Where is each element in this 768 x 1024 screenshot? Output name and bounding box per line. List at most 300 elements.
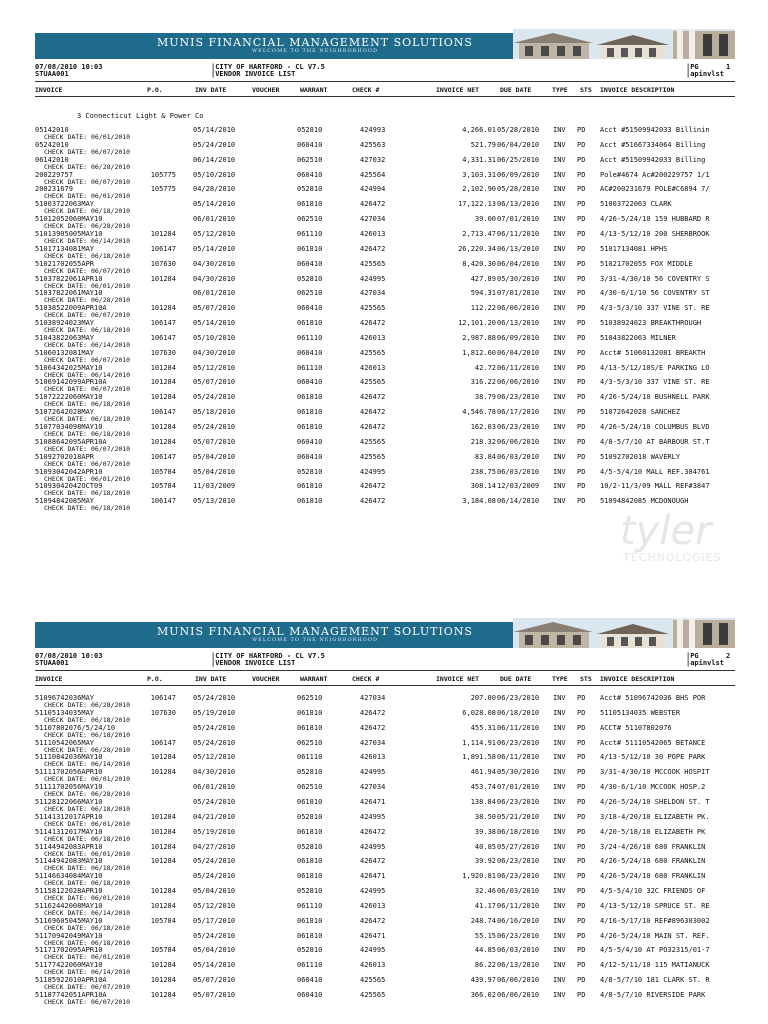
inv-date-cell: 06/01/2010 <box>193 289 236 298</box>
check-date: CHECK DATE: 06/07/2010 <box>44 385 131 394</box>
description-cell: 4/5-5/4/10 AT PO32315/01-7 <box>600 946 710 955</box>
check-date: CHECK DATE: 06/07/2010 <box>44 983 131 992</box>
check-date: CHECK DATE: 06/01/2010 <box>44 953 131 962</box>
description-cell: 4/26-5/24/10 680 FRANKLIN <box>600 872 706 881</box>
invoice-cell: 51187742051APR10A <box>35 991 107 999</box>
check-date: CHECK DATE: 06/01/2010 <box>44 474 131 483</box>
warrant-cell: 060410 <box>297 991 323 999</box>
check-date: CHECK DATE: 06/01/2010 <box>44 894 131 903</box>
due-date-cell: 06/11/2010 <box>497 723 540 732</box>
description-cell: 4/26-5/24/10 BUSHNELL PARK <box>600 393 710 402</box>
warrant-cell: 060410 <box>297 976 323 985</box>
check-cell: 426013 <box>360 363 386 372</box>
warrant-cell: 061810 <box>297 872 323 881</box>
status-cell: PD <box>577 723 586 732</box>
warrant-cell: 052810 <box>297 126 323 134</box>
invoice-cell: 51170942049MAY10 <box>35 931 103 940</box>
check-date: CHECK DATE: 06/01/2010 <box>44 192 131 201</box>
check-cell: 427034 <box>360 738 386 747</box>
check-date: CHECK DATE: 06/18/2010 <box>44 326 131 335</box>
report-org: |CITY OF HARTFORD - CL V7.5 <box>211 652 325 660</box>
po-cell: 101284 <box>150 857 176 866</box>
description-cell: 4/26-5/24/10 680 FRANKLIN <box>600 857 706 866</box>
due-date-cell: 06/11/2010 <box>497 901 540 910</box>
description-cell: 4/3-5/3/10 337 VINE ST. RE <box>600 378 710 387</box>
warrant-cell: 061810 <box>297 497 323 506</box>
invoice-net-cell: 2,713.47 <box>462 229 496 238</box>
warrant-cell: 062510 <box>297 738 323 747</box>
due-date-cell: 06/03/2010 <box>497 467 540 476</box>
invoice-net-cell: 427.89 <box>470 274 496 283</box>
page-label: |PG <box>686 652 699 660</box>
type-cell: INV <box>553 961 566 970</box>
type-cell: INV <box>553 708 566 717</box>
warrant-cell: 052810 <box>297 768 323 777</box>
po-cell: 101284 <box>150 901 176 910</box>
column-header: P.O. <box>147 86 163 94</box>
po-cell: 101284 <box>150 274 176 283</box>
warrant-cell: 062510 <box>297 215 323 224</box>
description-cell: 3/24-4/26/10 680 FRANKLIN <box>600 842 706 851</box>
description-cell: 4/13-5/12/10 30 POPE PARK <box>600 753 706 762</box>
warrant-cell: 052810 <box>297 946 323 955</box>
po-cell: 101284 <box>150 304 176 313</box>
warrant-cell: 061110 <box>297 333 323 342</box>
check-date: CHECK DATE: 06/14/2010 <box>44 968 131 977</box>
check-cell: 424995 <box>360 946 386 955</box>
invoice-cell: 51144942083MAY10 <box>35 857 103 866</box>
due-date-cell: 06/23/2010 <box>497 393 540 402</box>
inv-date-cell: 05/14/2010 <box>193 961 236 970</box>
warrant-cell: 060410 <box>297 140 323 149</box>
due-date-cell: 06/23/2010 <box>497 857 540 866</box>
check-cell: 426013 <box>360 333 386 342</box>
invoice-net-cell: 32.46 <box>474 887 496 896</box>
check-cell: 426472 <box>360 200 386 209</box>
warrant-cell: 052810 <box>297 274 323 283</box>
column-header: TYPE <box>552 675 568 683</box>
po-cell: 107630 <box>150 348 176 357</box>
invoice-net-cell: 42.72 <box>474 363 496 372</box>
warrant-cell: 061810 <box>297 916 323 925</box>
invoice-cell: 51088642095APR10A <box>35 437 107 446</box>
column-header: INVOICE DESCRIPTION <box>600 86 675 94</box>
po-cell: 101284 <box>150 842 176 851</box>
due-date-cell: 06/11/2010 <box>497 229 540 238</box>
due-date-cell: 06/13/2010 <box>497 244 540 253</box>
inv-date-cell: 05/07/2010 <box>193 976 236 985</box>
due-date-cell: 12/03/2009 <box>497 482 540 491</box>
invoice-cell: 51013905005MAY10 <box>35 229 103 238</box>
column-header: INVOICE NET <box>436 675 480 683</box>
invoice-net-cell: 4,331.31 <box>462 155 496 164</box>
po-cell: 101284 <box>150 753 176 762</box>
due-date-cell: 06/23/2010 <box>497 738 540 747</box>
description-cell: 51038924023 BREAKTHROUGH <box>600 319 702 328</box>
column-header: CHECK # <box>352 675 380 683</box>
check-date: CHECK DATE: 06/01/2010 <box>44 133 131 141</box>
banner-subtitle: WELCOME TO THE NEIGHBORHOOD <box>252 48 378 54</box>
due-date-cell: 06/04/2010 <box>497 259 540 268</box>
type-cell: INV <box>553 215 566 224</box>
description-cell: Acct #51509942033 Billing <box>600 155 706 164</box>
description-cell: AC#200231679 POLE#C6894 7/ <box>600 185 710 194</box>
check-date: CHECK DATE: 06/18/2010 <box>44 415 131 424</box>
check-cell: 426472 <box>360 497 386 506</box>
invoice-net-cell: 461.94 <box>470 768 496 777</box>
check-date: CHECK DATE: 06/14/2010 <box>44 760 131 769</box>
status-cell: PD <box>577 797 586 806</box>
report-datetime: 07/08/2010 10:03 <box>35 63 103 71</box>
page-number: 1 <box>726 63 731 71</box>
due-date-cell: 06/11/2010 <box>497 363 540 372</box>
invoice-cell: 200231679 <box>35 185 73 194</box>
warrant-cell: 061110 <box>297 901 323 910</box>
invoice-cell: 51003722063MAY <box>35 200 95 209</box>
status-cell: PD <box>577 708 586 717</box>
banner-subtitle: WELCOME TO THE NEIGHBORHOOD <box>252 637 378 643</box>
invoice-cell: 51141312017APR10 <box>35 812 103 821</box>
building-photo <box>513 618 735 648</box>
inv-date-cell: 05/10/2010 <box>193 333 236 342</box>
check-date: CHECK DATE: 06/18/2010 <box>44 864 131 873</box>
type-cell: INV <box>553 333 566 342</box>
type-cell: INV <box>553 872 566 881</box>
invoice-cell: 51092702018APR <box>35 452 95 461</box>
status-cell: PD <box>577 901 586 910</box>
po-cell: 101284 <box>150 423 176 431</box>
inv-date-cell: 05/04/2010 <box>193 887 236 896</box>
inv-date-cell: 05/14/2010 <box>193 126 236 134</box>
warrant-cell: 061810 <box>297 797 323 806</box>
check-cell: 426013 <box>360 229 386 238</box>
invoice-cell: 51077034098MAY10 <box>35 423 103 431</box>
po-cell: 105775 <box>150 170 176 179</box>
warrant-cell: 061810 <box>297 244 323 253</box>
warrant-cell: 060410 <box>297 259 323 268</box>
warrant-cell: 061110 <box>297 753 323 762</box>
inv-date-cell: 05/04/2010 <box>193 452 236 461</box>
check-cell: 426471 <box>360 931 386 940</box>
column-header: WARRANT <box>300 675 328 683</box>
check-cell: 425565 <box>360 991 386 999</box>
status-cell: PD <box>577 423 586 431</box>
description-cell: 3/31-4/30/10 MCCOOK HOSPIT <box>600 768 710 777</box>
type-cell: INV <box>553 200 566 209</box>
warrant-cell: 061810 <box>297 827 323 836</box>
warrant-cell: 061810 <box>297 482 323 491</box>
due-date-cell: 06/09/2010 <box>497 333 540 342</box>
check-cell: 425563 <box>360 140 386 149</box>
invoice-net-cell: 4,266.01 <box>462 126 496 134</box>
inv-date-cell: 05/19/2010 <box>193 708 236 717</box>
warrant-cell: 052810 <box>297 467 323 476</box>
due-date-cell: 07/01/2010 <box>497 289 540 298</box>
warrant-cell: 061810 <box>297 408 323 417</box>
inv-date-cell: 05/12/2010 <box>193 363 236 372</box>
check-cell: 425565 <box>360 976 386 985</box>
type-cell: INV <box>553 497 566 506</box>
type-cell: INV <box>553 393 566 402</box>
po-cell: 106147 <box>150 452 176 461</box>
status-cell: PD <box>577 126 586 134</box>
invoice-cell: 51111702056MAY10 <box>35 783 103 792</box>
due-date-cell: 06/13/2010 <box>497 319 540 328</box>
status-cell: PD <box>577 482 586 491</box>
inv-date-cell: 05/07/2010 <box>193 437 236 446</box>
type-cell: INV <box>553 694 566 702</box>
due-date-cell: 07/01/2010 <box>497 783 540 792</box>
invoice-net-cell: 439.97 <box>470 976 496 985</box>
invoice-cell: 51038522009APR10A <box>35 304 107 313</box>
description-cell: 4/26-5/24/10 MAIN ST. REF. <box>600 931 710 940</box>
inv-date-cell: 06/01/2010 <box>193 783 236 792</box>
invoice-cell: 51038924023MAY <box>35 319 95 328</box>
status-cell: PD <box>577 753 586 762</box>
po-cell: 107630 <box>150 708 176 717</box>
invoice-net-cell: 39.92 <box>474 857 496 866</box>
invoice-cell: 51128122066MAY10 <box>35 797 103 806</box>
invoice-cell: 51096742036MAY <box>35 694 95 702</box>
description-cell: Acct #51667334064 Billing <box>600 140 706 149</box>
po-cell: 101284 <box>150 378 176 387</box>
status-cell: PD <box>577 738 586 747</box>
check-cell: 426472 <box>360 857 386 866</box>
warrant-cell: 052810 <box>297 842 323 851</box>
check-date: CHECK DATE: 06/01/2010 <box>44 849 131 858</box>
status-cell: PD <box>577 783 586 792</box>
check-date: CHECK DATE: 06/07/2010 <box>44 459 131 468</box>
check-cell: 424994 <box>360 185 386 194</box>
type-cell: INV <box>553 946 566 955</box>
invoice-net-cell: 39.38 <box>474 827 496 836</box>
check-date: CHECK DATE: 06/18/2010 <box>44 923 131 932</box>
check-cell: 426472 <box>360 827 386 836</box>
po-cell: 101284 <box>150 768 176 777</box>
type-cell: INV <box>553 304 566 313</box>
inv-date-cell: 05/24/2010 <box>193 931 236 940</box>
banner-title: MUNIS FINANCIAL MANAGEMENT SOLUTIONS <box>157 625 473 638</box>
description-cell: 4/8-5/7/10 181 CLARK ST. R <box>600 976 710 985</box>
due-date-cell: 05/27/2010 <box>497 842 540 851</box>
po-cell: 101284 <box>150 991 176 999</box>
check-date: CHECK DATE: 06/28/2010 <box>44 296 131 305</box>
invoice-cell: 51093042042APR10 <box>35 467 103 476</box>
check-date: CHECK DATE: 06/07/2010 <box>44 998 131 1006</box>
po-cell: 101284 <box>150 887 176 896</box>
invoice-net-cell: 366.02 <box>470 991 496 999</box>
inv-date-cell: 05/24/2010 <box>193 140 236 149</box>
type-cell: INV <box>553 783 566 792</box>
check-cell: 425564 <box>360 170 386 179</box>
status-cell: PD <box>577 408 586 417</box>
invoice-cell: 51012052060MAY10 <box>35 215 103 224</box>
invoice-net-cell: 55.15 <box>474 931 496 940</box>
tyler-logo-watermark: tyler <box>620 508 712 554</box>
invoice-net-cell: 207.00 <box>470 694 496 702</box>
description-cell: Pole#4674 Ac#200229757 1/1 <box>600 170 710 179</box>
check-date: CHECK DATE: 06/18/2010 <box>44 834 131 843</box>
warrant-cell: 061810 <box>297 393 323 402</box>
inv-date-cell: 05/12/2010 <box>193 229 236 238</box>
invoice-cell: 51072642028MAY <box>35 408 95 417</box>
status-cell: PD <box>577 363 586 372</box>
invoice-net-cell: 17,122.13 <box>458 200 496 209</box>
invoice-cell: 51017134081MAY <box>35 244 95 253</box>
due-date-cell: 06/06/2010 <box>497 991 540 999</box>
due-date-cell: 06/13/2010 <box>497 961 540 970</box>
due-date-cell: 05/28/2010 <box>497 126 540 134</box>
check-cell: 425565 <box>360 348 386 357</box>
description-cell: 4/8-5/7/10 AT BARBOUR ST.T <box>600 437 710 446</box>
status-cell: PD <box>577 827 586 836</box>
invoice-cell: 05142010 <box>35 126 69 134</box>
type-cell: INV <box>553 976 566 985</box>
warrant-cell: 062510 <box>297 694 323 702</box>
column-header: TYPE <box>552 86 568 94</box>
check-cell: 426013 <box>360 961 386 970</box>
warrant-cell: 061810 <box>297 319 323 328</box>
check-date: CHECK DATE: 06/18/2010 <box>44 715 131 724</box>
type-cell: INV <box>553 991 566 999</box>
po-cell: 106147 <box>150 244 176 253</box>
warrant-cell: 061810 <box>297 200 323 209</box>
inv-date-cell: 04/21/2010 <box>193 812 236 821</box>
description-cell: 10/2-11/3/09 MALL REF#3847 <box>600 482 710 491</box>
status-cell: PD <box>577 842 586 851</box>
check-cell: 426472 <box>360 423 386 431</box>
invoice-cell: 51171702095APR10 <box>35 946 103 955</box>
type-cell: INV <box>553 768 566 777</box>
invoice-net-cell: 455.31 <box>470 723 496 732</box>
invoice-net-cell: 218.32 <box>470 437 496 446</box>
invoice-net-cell: 238.75 <box>470 467 496 476</box>
column-rule <box>35 685 735 686</box>
invoice-net-cell: 316.22 <box>470 378 496 387</box>
inv-date-cell: 05/12/2010 <box>193 901 236 910</box>
po-cell: 106147 <box>150 497 176 506</box>
check-cell: 426472 <box>360 916 386 925</box>
invoice-net-cell: 38.79 <box>474 393 496 402</box>
inv-date-cell: 05/24/2010 <box>193 423 236 431</box>
due-date-cell: 06/11/2010 <box>497 753 540 762</box>
status-cell: PD <box>577 229 586 238</box>
banner <box>35 622 735 648</box>
invoice-net-cell: 40.85 <box>474 842 496 851</box>
check-date: CHECK DATE: 06/18/2010 <box>44 879 131 888</box>
due-date-cell: 06/23/2010 <box>497 423 540 431</box>
check-date: CHECK DATE: 06/18/2010 <box>44 938 131 947</box>
invoice-net-cell: 1,920.81 <box>462 872 496 881</box>
type-cell: INV <box>553 244 566 253</box>
description-cell: 4/16-5/17/10 REF#896303002 <box>600 916 710 925</box>
due-date-cell: 06/04/2010 <box>497 140 540 149</box>
inv-date-cell: 04/27/2010 <box>193 842 236 851</box>
invoice-cell: 51146634084MAY10 <box>35 872 103 881</box>
status-cell: PD <box>577 333 586 342</box>
check-date: CHECK DATE: 06/18/2010 <box>44 730 131 739</box>
status-cell: PD <box>577 991 586 999</box>
invoice-cell: 51043822063MAY <box>35 333 95 342</box>
warrant-cell: 061110 <box>297 363 323 372</box>
invoice-net-cell: 248.74 <box>470 916 496 925</box>
inv-date-cell: 06/14/2010 <box>193 155 236 164</box>
invoice-cell: 51111702056APR10 <box>35 768 103 777</box>
invoice-net-cell: 2,987.88 <box>462 333 496 342</box>
description-cell: 4/3-5/3/10 337 VINE ST. RE <box>600 304 710 313</box>
type-cell: INV <box>553 452 566 461</box>
check-date: CHECK DATE: 06/28/2010 <box>44 790 131 799</box>
column-rule <box>35 96 735 97</box>
due-date-cell: 06/06/2010 <box>497 378 540 387</box>
status-cell: PD <box>577 393 586 402</box>
check-cell: 427034 <box>360 783 386 792</box>
status-cell: PD <box>577 916 586 925</box>
due-date-cell: 06/17/2010 <box>497 408 540 417</box>
check-date: CHECK DATE: 06/18/2010 <box>44 251 131 260</box>
invoice-cell: 05242010 <box>35 140 69 149</box>
due-date-cell: 06/03/2010 <box>497 887 540 896</box>
inv-date-cell: 11/03/2009 <box>193 482 236 491</box>
status-cell: PD <box>577 467 586 476</box>
check-date: CHECK DATE: 06/01/2010 <box>44 775 131 784</box>
column-header: STS <box>580 675 592 683</box>
check-cell: 425565 <box>360 259 386 268</box>
column-header: INVOICE NET <box>436 86 480 94</box>
check-date: CHECK DATE: 06/28/2010 <box>44 701 131 709</box>
inv-date-cell: 06/01/2010 <box>193 215 236 224</box>
invoice-net-cell: 162.03 <box>470 423 496 431</box>
inv-date-cell: 05/19/2010 <box>193 827 236 836</box>
check-cell: 426472 <box>360 244 386 253</box>
invoice-cell: 51141312017MAY10 <box>35 827 103 836</box>
check-date: CHECK DATE: 06/01/2010 <box>44 281 131 290</box>
po-cell: 101284 <box>150 393 176 402</box>
po-cell: 106147 <box>150 694 176 702</box>
due-date-cell: 06/18/2010 <box>497 827 540 836</box>
po-cell: 101284 <box>150 961 176 970</box>
due-date-cell: 06/23/2010 <box>497 694 540 702</box>
invoice-net-cell: 26,220.34 <box>458 244 496 253</box>
check-date: CHECK DATE: 06/18/2010 <box>44 489 131 498</box>
due-date-cell: 06/03/2010 <box>497 452 540 461</box>
description-cell: ACCT# 51107802076 <box>600 723 672 732</box>
check-cell: 426472 <box>360 723 386 732</box>
check-cell: 426472 <box>360 482 386 491</box>
description-cell: 51092702018 WAVERLY <box>600 452 681 461</box>
status-cell: PD <box>577 244 586 253</box>
check-cell: 424993 <box>360 126 386 134</box>
check-cell: 425565 <box>360 437 386 446</box>
type-cell: INV <box>553 827 566 836</box>
po-cell: 105784 <box>150 946 176 955</box>
invoice-cell: 51060132081MAY <box>35 348 95 357</box>
invoice-net-cell: 1,891.58 <box>462 753 496 762</box>
program-name: |apinvlst <box>686 70 724 78</box>
invoice-net-cell: 2,102.90 <box>462 185 496 194</box>
report-org: |CITY OF HARTFORD - CL V7.5 <box>211 63 325 71</box>
invoice-net-cell: 39.00 <box>474 215 496 224</box>
description-cell: 4/12-5/11/10 115 MATIANUCK <box>600 961 710 970</box>
warrant-cell: 052810 <box>297 812 323 821</box>
check-date: CHECK DATE: 06/07/2010 <box>44 147 131 156</box>
inv-date-cell: 05/24/2010 <box>193 723 236 732</box>
inv-date-cell: 05/04/2010 <box>193 946 236 955</box>
check-date: CHECK DATE: 06/18/2010 <box>44 504 131 513</box>
invoice-cell: 200229757 <box>35 170 73 179</box>
invoice-net-cell: 308.14 <box>470 482 496 491</box>
check-cell: 426013 <box>360 753 386 762</box>
